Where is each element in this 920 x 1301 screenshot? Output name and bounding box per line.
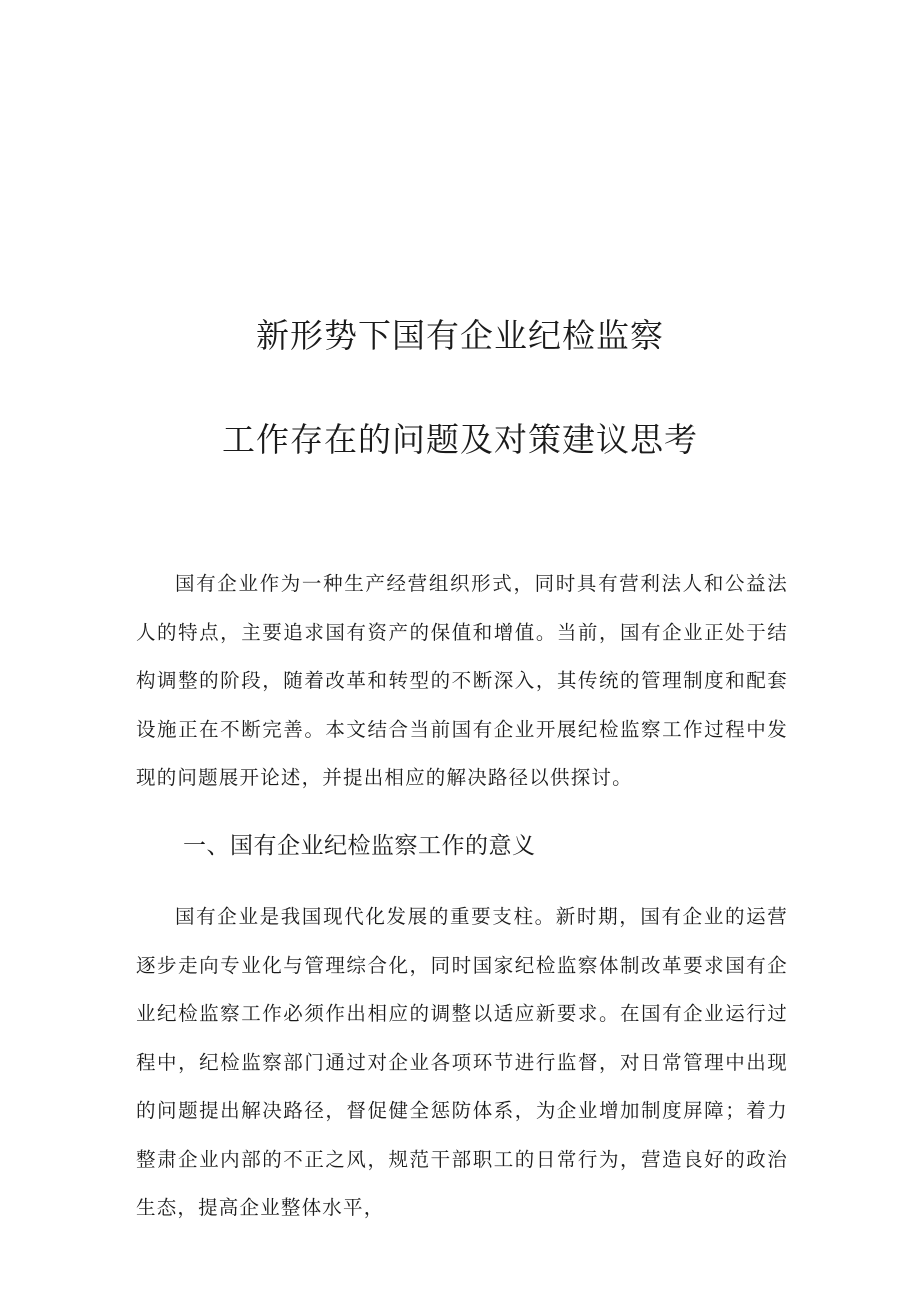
intro-paragraph: 国有企业作为一种生产经营组织形式，同时具有营利法人和公益法人的特点，主要追求国有资产的保值和增值。当前，国有企业正处于结构调整的阶段，随着改革和转型的不断深入，其传统的管理制度和配套设施正在不断完善。本文结合当前国有企业开展纪检监察工作过程中发现的问题展开论述，并提出相应的解决路径以供探讨。 <box>136 572 788 789</box>
document-title-line-2: 工作存在的问题及对策建议思考 <box>222 420 698 459</box>
document-title-line-1: 新形势下国有企业纪检监察 <box>256 316 664 355</box>
section-heading-1: 一、国有企业纪检监察工作的意义 <box>183 833 536 859</box>
section-1-paragraph: 国有企业是我国现代化发展的重要支柱。新时期，国有企业的运营逐步走向专业化与管理综合化，同时国家纪检监察体制改革要求国有企业纪检监察工作必须作出相应的调整以适应新要求。在国有企业运行过程中，纪检监察部门通过对企业各项环节进行监督，对日常管理中出现的问题提出解决路径，督促健全惩防体系，为企业增加制度屏障；着力整肃企业内部的不正之风，规范干部职工的日常行为，营造良好的政治生态，提高企业整体水平， <box>136 905 788 1219</box>
